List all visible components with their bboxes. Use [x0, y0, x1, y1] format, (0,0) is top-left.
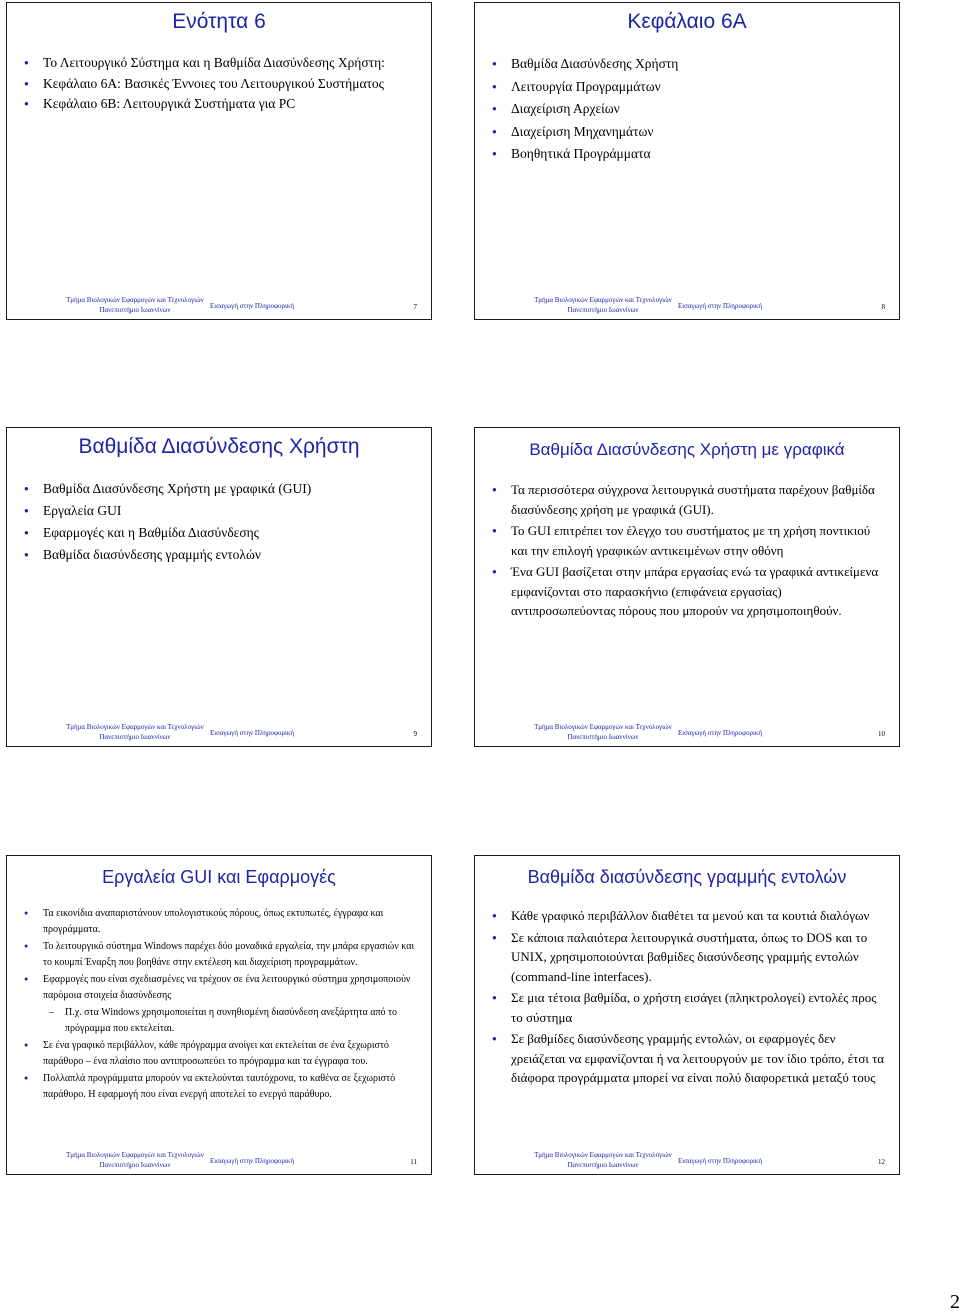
list-item: ● Το GUI επιτρέπει τον έλεγχο του συστήματος με τη χρήση ποντικιού και την επιλογή γραφικών αντικειμένων στην οθόνη	[492, 523, 871, 558]
footer-course: Εισαγωγή στην Πληροφορική	[209, 1157, 295, 1165]
dash-icon: –	[49, 1007, 54, 1018]
bullet-list	[21, 53, 419, 115]
list-item: ● Τα περισσότερα σύγχρονα λειτουργικά συστήματα παρέχουν βαθμίδα διασύνδεσης χρήση με γραφικά (GUI).	[492, 482, 875, 517]
list-item: ● Βαθμίδα Διασύνδεσης Χρήστη	[489, 53, 887, 76]
slide-footer	[7, 289, 431, 319]
bullet-icon: ●	[24, 58, 29, 67]
bullet-icon: ●	[24, 909, 29, 917]
list-item: ● Εργαλεία GUI	[21, 500, 419, 522]
slide-footer	[7, 716, 431, 746]
list-item: ● Σε βαθμίδες διασύνδεσης γραμμής εντολών, οι εφαρμογές δεν χρειάζεται να εμφανίζονται ή να λειτουργούν με τον ίδιο τρόπο, έτσι τα διάφορα προγράμματα μπορεί να είναι πολύ διαφορετικά μεταξύ τους	[492, 1031, 885, 1085]
slide-title: Βαθμίδα Διασύνδεσης Χρήστη	[78, 435, 360, 458]
bullet-icon: ●	[24, 528, 29, 537]
bullet-list	[489, 906, 887, 1088]
footer-department: Τμήμα Βιολογικών Εφαρμογών και Τεχνολογιών Πανεπιστήμιο Ιωαννίνων	[534, 723, 672, 741]
slide-8	[474, 2, 900, 320]
slide-number: 12	[878, 1158, 885, 1166]
slide-title: Εργαλεία GUI και Εφαρμογές	[102, 867, 336, 887]
bullet-icon: ●	[492, 126, 497, 136]
list-item: ● Σε ένα γραφικό περιβάλλον, κάθε πρόγραμμα ανοίγει και εκτελείται σε ένα ξεχωριστό παράθυρο – ένα πλαίσιο που αντιπροσωπεύει το πρόγραμμα και τα έγγραφα του.	[24, 1040, 389, 1067]
bullet-icon: ●	[24, 1041, 29, 1049]
bullet-icon: ●	[492, 104, 497, 113]
list-item: ● Κεφάλαιο 6Β: Λειτουργικά Συστήματα για PC	[21, 94, 419, 115]
footer-department: Τμήμα Βιολογικών Εφαρμογών και Τεχνολογιών Πανεπιστήμιο Ιωαννίνων	[534, 1151, 672, 1169]
list-item: – Π.χ. στα Windows χρησιμοποιείται η συνηθισμένη διασύνδεση ανεξάρτητα από το πρόγραμμα που εκτελείται.	[49, 1007, 398, 1034]
slide-title: Κεφάλαιο 6Α	[627, 10, 747, 33]
footer-department: Τμήμα Βιολογικών Εφαρμογών και Τεχνολογιών Πανεπιστήμιο Ιωαννίνων	[534, 296, 672, 314]
bullet-icon: ●	[24, 942, 29, 950]
list-item: ● Βαθμίδα διασύνδεσης γραμμής εντολών	[21, 544, 419, 566]
list-item: ● Το λειτουργικό σύστημα Windows παρέχει δύο μοναδικά εργαλεία, την μπάρα εργασιών και το κουμπί Έναρξη που βοηθάνε στην εκτέλεση και διαχείριση προγραμμάτων.	[24, 941, 415, 968]
slide-footer	[475, 289, 899, 319]
bullet-icon: ●	[492, 993, 497, 1002]
footer-course: Εισαγωγή στην Πληροφορική	[677, 1157, 763, 1165]
bullet-icon: ●	[24, 78, 29, 88]
bullet-icon: ●	[492, 485, 497, 494]
footer-course: Εισαγωγή στην Πληροφορική	[209, 729, 295, 737]
bullet-icon: ●	[24, 1074, 29, 1082]
bullet-icon: ●	[24, 99, 29, 108]
list-item: ● Εφαρμογές που είναι σχεδιασμένες να τρέχουν σε ένα λειτουργικό σύστημα χρησιμοποιούν παρόμοια στοιχεία διασύνδεσης	[24, 974, 411, 1001]
footer-course: Εισαγωγή στην Πληροφορική	[209, 302, 295, 310]
slide-number: 11	[410, 1158, 417, 1166]
slide-number: 10	[878, 730, 885, 738]
bullet-icon: ●	[492, 1034, 497, 1043]
slide-number: 8	[881, 303, 885, 311]
list-item: ● Πολλαπλά προγράμματα μπορούν να εκτελούνται ταυτόχρονα, το καθένα σε ξεχωριστό παράθυρο. Η εφαρμογή που είναι ενεργή αποτελεί το ενεργό παράθυρο.	[24, 1073, 396, 1100]
bullet-icon: ●	[24, 975, 29, 983]
slide-footer	[475, 1144, 899, 1174]
list-item: ● Βαθμίδα Διασύνδεσης Χρήστη με γραφικά (GUI)	[21, 478, 419, 500]
footer-course: Εισαγωγή στην Πληροφορική	[677, 302, 763, 310]
slide-title: Βαθμίδα Διασύνδεσης Χρήστη με γραφικά	[529, 440, 845, 459]
bullet-icon: ●	[492, 526, 497, 535]
bullet-icon: ●	[24, 484, 29, 493]
slide-9	[6, 427, 432, 747]
list-item: ● Τα εικονίδια αναπαριστάνουν υπολογιστικούς πόρους, όπως εκτυπωτές, έγγραφα και προγράμματα.	[24, 908, 384, 935]
slide-number: 9	[413, 730, 417, 738]
bullet-icon: ●	[24, 550, 29, 559]
footer-department: Τμήμα Βιολογικών Εφαρμογών και Τεχνολογιών Πανεπιστήμιο Ιωαννίνων	[66, 723, 204, 741]
bullet-icon: ●	[492, 911, 497, 920]
list-item: ● Το Λειτουργικό Σύστημα και η Βαθμίδα Διασύνδεσης Χρήστη:	[21, 53, 419, 74]
slide-number: 7	[413, 303, 417, 311]
list-item: ● Ένα GUI βασίζεται στην μπάρα εργασίας ενώ τα γραφικά αντικείμενα εμφανίζονται στο παρασκήνιο (επιφάνεια εργασίας) αντιπροσωπεύοντας πόρους που μπορούν να χρησιμοποιηθούν.	[492, 564, 879, 618]
slide-12	[474, 855, 900, 1175]
footer-department: Τμήμα Βιολογικών Εφαρμογών και Τεχνολογιών Πανεπιστήμιο Ιωαννίνων	[66, 1151, 204, 1169]
slide-title: Ενότητα 6	[172, 10, 266, 33]
list-item: ● Εφαρμογές και η Βαθμίδα Διασύνδεσης	[21, 522, 419, 544]
bullet-icon: ●	[492, 567, 497, 576]
list-item: ● Κάθε γραφικό περιβάλλον διαθέτει τα μενού και τα κουτιά διαλόγων	[489, 906, 887, 926]
bullet-icon: ●	[24, 506, 29, 515]
slide-7	[6, 2, 432, 320]
bullet-list	[21, 478, 419, 566]
list-item: ● Διαχείριση Αρχείων	[489, 98, 887, 121]
bullet-icon: ●	[492, 81, 497, 91]
footer-course: Εισαγωγή στην Πληροφορική	[677, 729, 763, 737]
slide-footer	[475, 716, 899, 746]
slide-10	[474, 427, 900, 747]
list-item: ● Βοηθητικά Προγράμματα	[489, 143, 887, 166]
bullet-icon: ●	[492, 59, 497, 68]
slide-title: Βαθμίδα διασύνδεσης γραμμής εντολών	[527, 867, 847, 887]
bullet-list	[489, 480, 887, 621]
bullet-list	[21, 906, 419, 1102]
page-number: 2	[950, 1291, 960, 1313]
slide-11	[6, 855, 432, 1175]
list-item: ● Σε κάποια παλαιότερα λειτουργικά συστήματα, όπως το DOS και το UNIX, χρησιμοποιούνται βαθμίδες διασύνδεσης γραμμής εντολών (command-line interfaces).	[492, 929, 868, 984]
slide-footer	[7, 1144, 431, 1174]
footer-department: Τμήμα Βιολογικών Εφαρμογών και Τεχνολογιών Πανεπιστήμιο Ιωαννίνων	[66, 296, 204, 314]
bullet-icon: ●	[492, 149, 497, 158]
bullet-icon: ●	[492, 932, 497, 942]
list-item: ● Κεφάλαιο 6Α: Βασικές Έννοιες του Λειτουργικού Συστήματος	[21, 74, 419, 95]
list-item: ● Λειτουργία Προγραμμάτων	[489, 76, 887, 99]
list-item: ● Σε μια τέτοια βαθμίδα, ο χρήστη εισάγει (πληκτρολογεί) εντολές προς το σύστημα	[492, 990, 877, 1025]
list-item: ● Διαχείριση Μηχανημάτων	[489, 121, 887, 144]
bullet-list	[489, 53, 887, 166]
